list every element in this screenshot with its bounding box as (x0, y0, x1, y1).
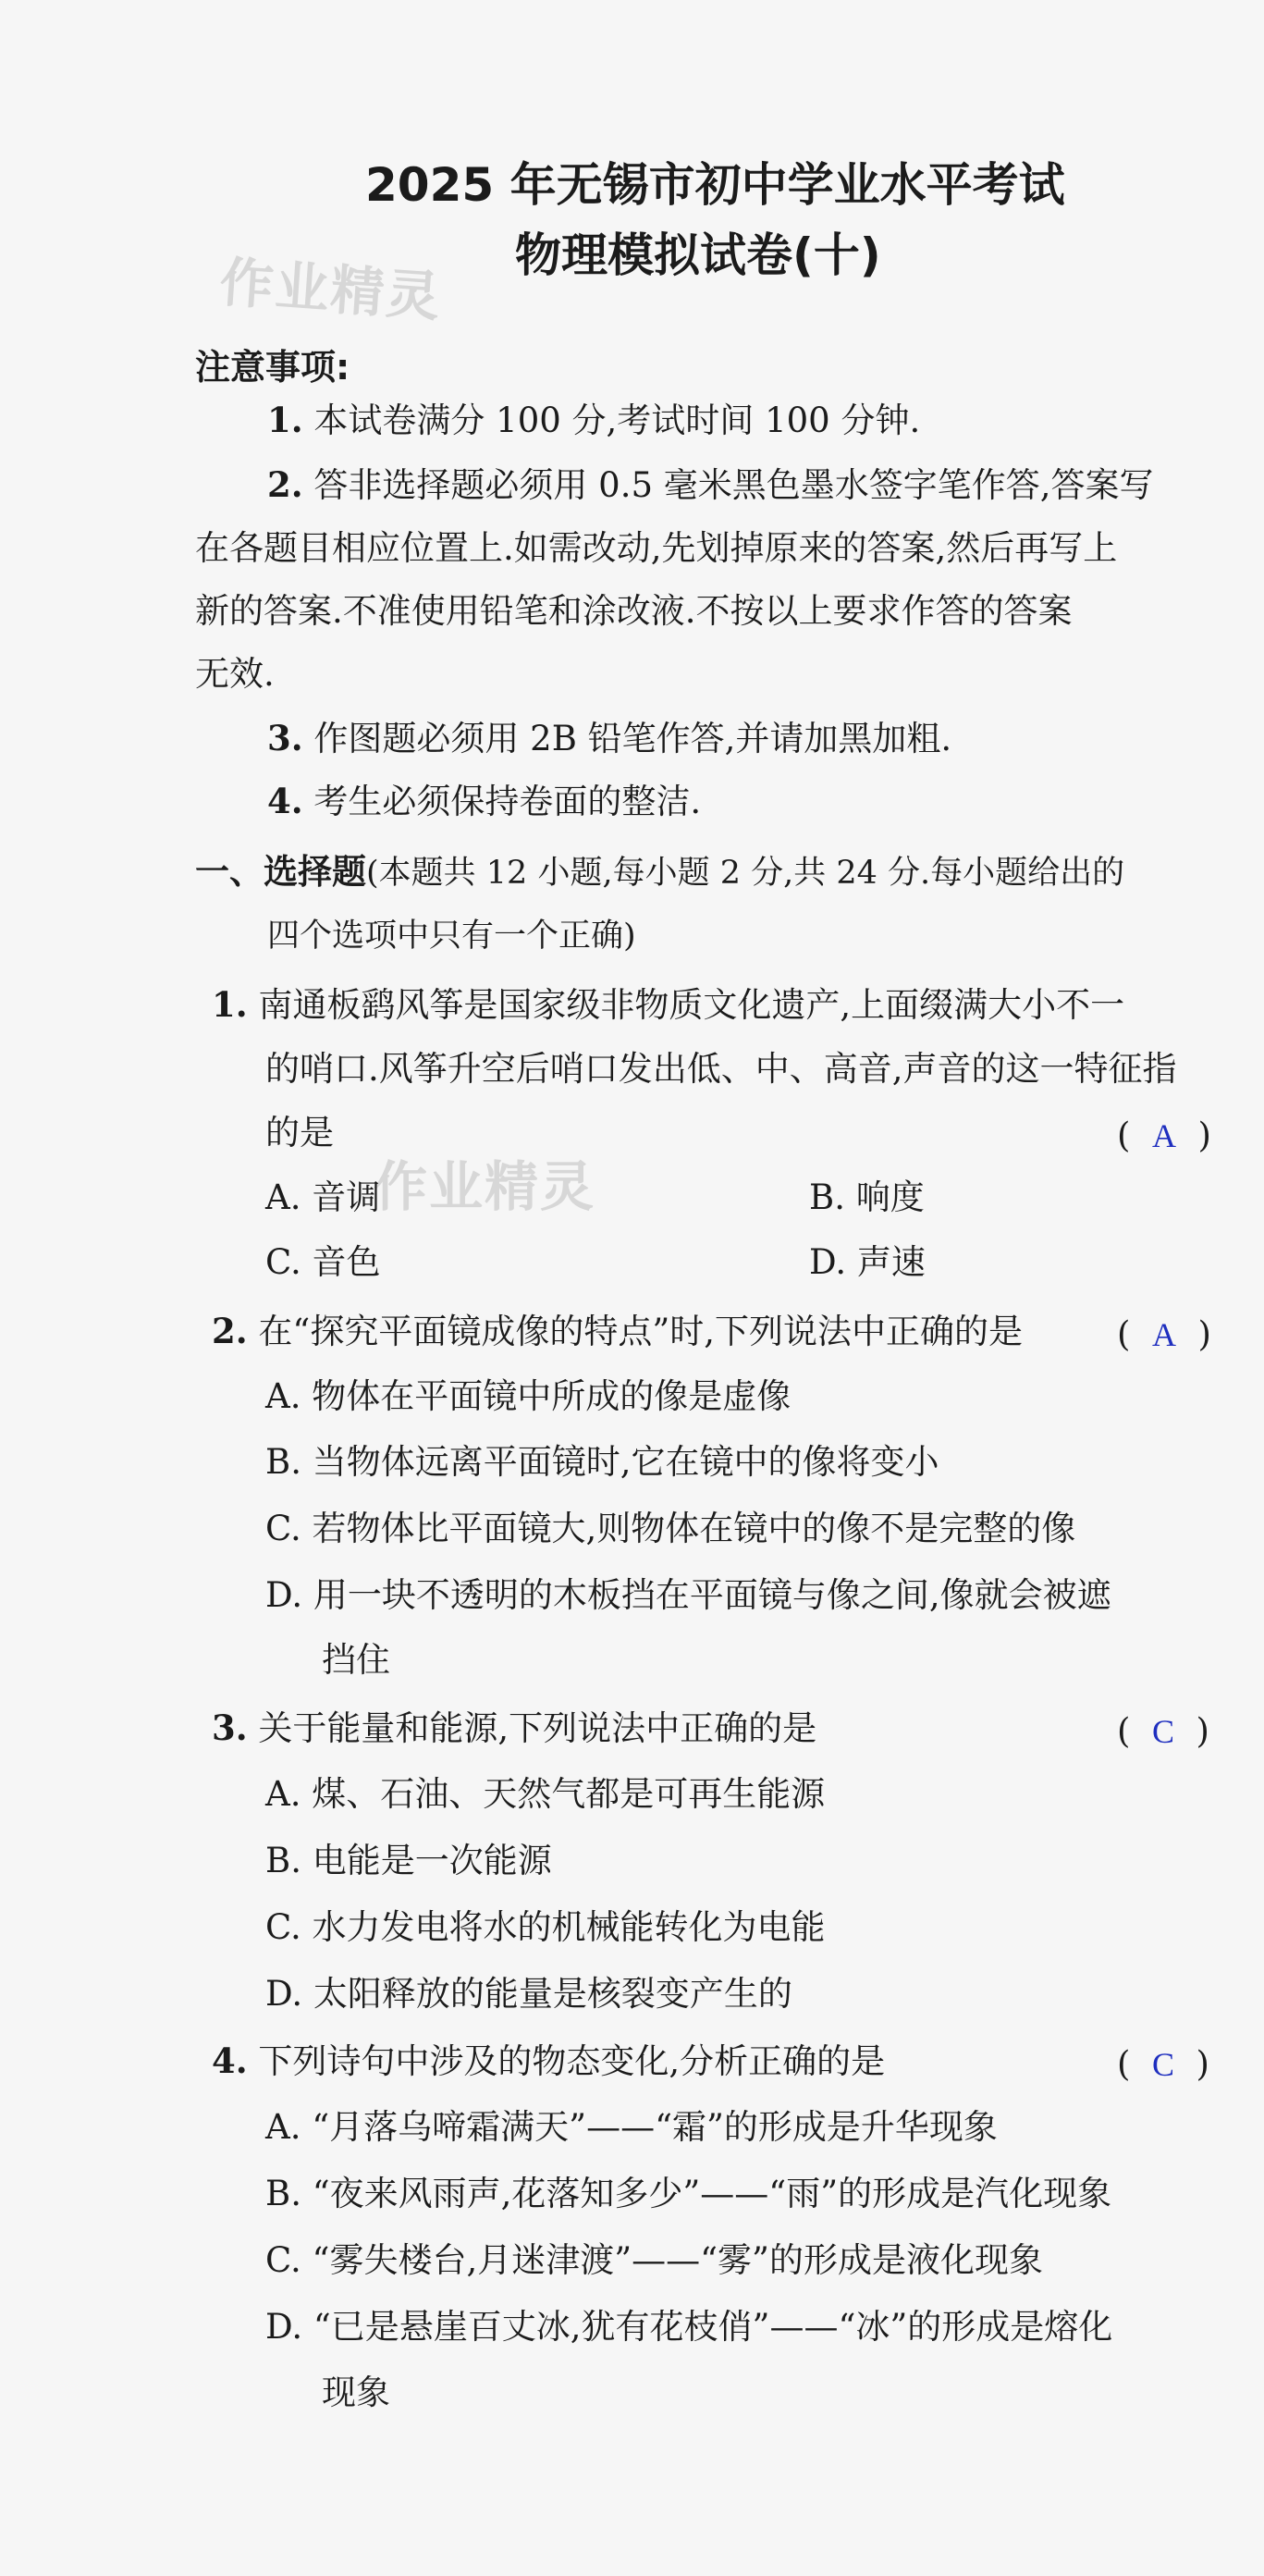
option-text: 挡住 (322, 1640, 390, 1680)
answer-bracket: ( C ) (1117, 1711, 1209, 1751)
question-2-stem (212, 1311, 1023, 1351)
option-letter: A. (265, 2107, 301, 2147)
notice-item-text: 新的答案.不准使用铅笔和涂改液.不按以上要求作答的答案 (195, 591, 1073, 631)
watermark: 作业精灵 (374, 1155, 596, 1218)
question-text: 南通板鹞风筝是国家级非物质文化遗产,上面缀满大小不一 (258, 985, 1125, 1025)
question-number: 1. (212, 984, 248, 1025)
answer-bracket: ( A ) (1117, 1115, 1211, 1155)
section-description: 四个选项中只有一个正确) (267, 918, 636, 955)
option-letter: D. (265, 2307, 303, 2347)
question-number: 4. (212, 2040, 248, 2081)
notice-item (267, 400, 921, 440)
option-text: 声速 (856, 1242, 926, 1282)
option-letter: A. (265, 1376, 301, 1416)
option-letter: B. (265, 1442, 301, 1482)
option (809, 1177, 925, 1217)
option-letter: A. (265, 1774, 301, 1814)
answer-bracket: ( A ) (1117, 1314, 1211, 1354)
question-text: 关于能量和能源,下列说法中正确的是 (258, 1708, 817, 1748)
option-letter: B. (265, 1841, 301, 1880)
option-text: “已是悬崖百丈冰,犹有花枝俏”——“冰”的形成是熔化 (313, 2307, 1113, 2347)
section-description: (本题共 12 小题,每小题 2 分,共 24 分.每小题给出的 (366, 855, 1125, 892)
notice-item (267, 781, 702, 821)
question-4-stem (212, 2040, 886, 2081)
option (265, 2107, 998, 2147)
option-letter: B. (265, 2174, 301, 2213)
option-text: 物体在平面镜中所成的像是虚像 (312, 1376, 792, 1416)
answer-bracket: ( C ) (1117, 2044, 1209, 2084)
notice-item-text: 本试卷满分 100 分,考试时间 100 分钟. (313, 401, 921, 440)
option-text: 煤、石油、天然气都是可再生能源 (312, 1774, 826, 1814)
question-text: 在“探究平面镜成像的特点”时,下列说法中正确的是 (258, 1312, 1023, 1351)
option (265, 1376, 792, 1416)
option (265, 1442, 939, 1482)
question-1-stem (212, 984, 1125, 1025)
option-letter: B. (809, 1177, 845, 1217)
option-text: 水力发电将水的机械能转化为电能 (312, 1907, 826, 1947)
option (265, 1974, 792, 2014)
option (265, 2176, 1111, 2211)
option-text: 当物体远离平面镜时,它在镜中的像将变小 (312, 1442, 939, 1482)
option-text: 现象 (322, 2373, 390, 2412)
notice-heading: 注意事项: (195, 347, 350, 388)
option-letter: C. (265, 1509, 301, 1548)
notice-item-number: 4. (267, 781, 303, 821)
notice-item-number: 1. (267, 400, 303, 440)
title-line-1: 2025 年无锡市初中学业水平考试 (365, 158, 1065, 212)
notice-item-number: 3. (267, 718, 303, 758)
option (265, 2307, 1113, 2347)
option (265, 1242, 381, 1282)
question-3-stem (212, 1707, 817, 1748)
option-letter: A. (265, 1177, 301, 1217)
option (809, 1242, 926, 1282)
option (265, 1774, 826, 1814)
option-text: “雾失楼台,月迷津渡”——“雾”的形成是液化现象 (312, 2240, 1043, 2280)
option-letter: C. (265, 1907, 301, 1947)
notice-item-text: 作图题必须用 2B 铅笔作答,并请加黑加粗. (313, 719, 952, 758)
option (265, 1511, 1075, 1546)
option-letter: D. (265, 1575, 303, 1615)
notice-item-number: 2. (267, 464, 303, 505)
option (265, 1177, 381, 1217)
option (265, 1907, 826, 1947)
option-letter: D. (265, 1974, 303, 2014)
option-letter: C. (265, 2240, 301, 2280)
notice-item-text: 无效. (195, 654, 275, 694)
watermark: 作业精灵 (217, 250, 444, 329)
question-number: 3. (212, 1707, 248, 1748)
option-text: 电能是一次能源 (312, 1841, 552, 1880)
option (265, 2240, 1043, 2280)
title-line-2: 物理模拟试卷(十) (515, 228, 881, 282)
option-text: 音调 (312, 1177, 381, 1217)
answer-mark: A (1151, 1316, 1176, 1353)
notice-item-text: 答非选择题必须用 0.5 毫米黑色墨水签字笔作答,答案写 (313, 465, 1154, 505)
question-number: 2. (212, 1311, 248, 1351)
notice-item (267, 718, 952, 758)
question-text: 的是 (265, 1113, 334, 1152)
option-letter: D. (809, 1242, 847, 1282)
option-letter: C. (265, 1242, 301, 1282)
notice-item (267, 464, 1154, 505)
option-text: 太阳释放的能量是核裂变产生的 (313, 1974, 792, 2014)
option (265, 1575, 1111, 1615)
question-text: 的哨口.风筝升空后哨口发出低、中、高音,声音的这一特征指 (265, 1049, 1177, 1089)
option-text: 音色 (312, 1242, 381, 1282)
answer-mark: C (1151, 1713, 1174, 1750)
question-text: 下列诗句中涉及的物态变化,分析正确的是 (258, 2041, 886, 2081)
notice-item-text: 在各题目相应位置上.如需改动,先划掉原来的答案,然后再写上 (195, 528, 1118, 568)
option (265, 1843, 552, 1878)
option-text: “夜来风雨声,花落知多少”——“雨”的形成是汽化现象 (312, 2174, 1112, 2213)
notice-item-text: 考生必须保持卷面的整洁. (313, 782, 702, 821)
answer-mark: C (1151, 2046, 1174, 2083)
answer-mark: A (1151, 1117, 1176, 1154)
option-text: “月落乌啼霜满天”——“霜”的形成是升华现象 (312, 2107, 998, 2147)
option-text: 若物体比平面镜大,则物体在镜中的像不是完整的像 (312, 1509, 1076, 1548)
section-heading (195, 852, 1125, 892)
section-title: 一、选择题 (195, 852, 366, 892)
option-text: 用一块不透明的木板挡在平面镜与像之间,像就会被遮 (313, 1575, 1111, 1615)
option-text: 响度 (855, 1177, 925, 1217)
